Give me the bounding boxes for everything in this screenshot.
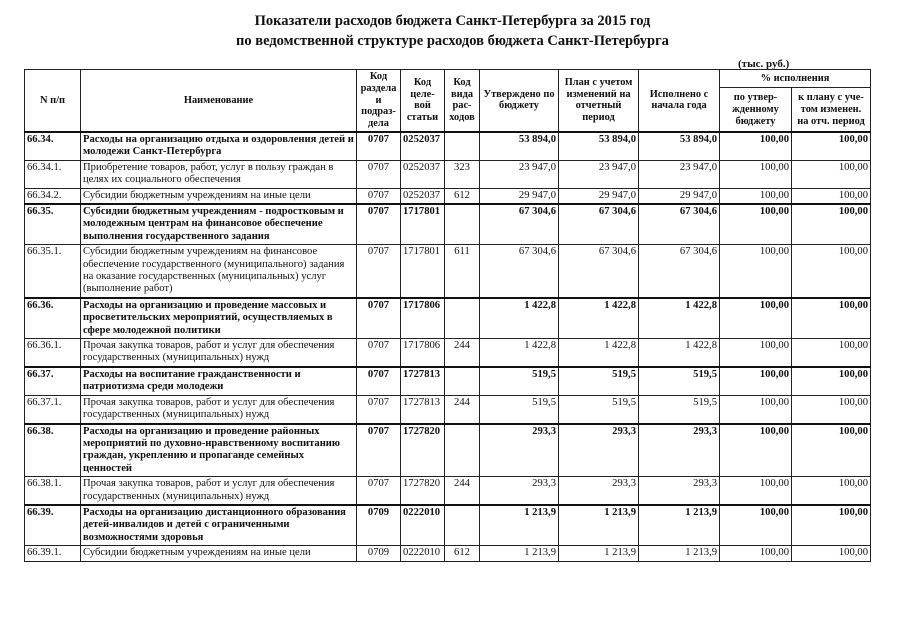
row-executed: 67 304,6	[639, 245, 720, 298]
table-row	[25, 546, 871, 561]
expenditure-table	[24, 69, 871, 562]
table-row	[25, 298, 871, 339]
row-vid	[445, 298, 480, 339]
row-name: Приобретение товаров, работ, услуг в пользу граждан в целях их социального обеспечения	[81, 160, 357, 188]
row-name: Прочая закупка товаров, работ и услуг для обеспечения государственных (муниципальных) нужд	[81, 477, 357, 505]
row-executed: 519,5	[639, 395, 720, 423]
row-pct-budget: 100,00	[720, 505, 792, 546]
row-approved: 67 304,6	[480, 204, 559, 245]
row-approved: 1 213,9	[480, 546, 559, 561]
header-pct-plan: к плану с уче-том изменен. на отч. период	[792, 88, 871, 132]
row-statya: 0222010	[401, 505, 445, 546]
row-pct-budget: 100,00	[720, 245, 792, 298]
row-approved: 67 304,6	[480, 245, 559, 298]
header-pct-group: % исполнения	[720, 70, 871, 88]
table-row	[25, 188, 871, 204]
row-razdel: 0707	[357, 367, 401, 395]
header-pct-budget: по утвер-жденному бюджету	[720, 88, 792, 132]
table-row	[25, 204, 871, 245]
row-vid	[445, 204, 480, 245]
row-executed: 53 894,0	[639, 132, 720, 160]
table-row	[25, 245, 871, 298]
row-name: Расходы на организацию и проведение массовых и просветительских мероприятий, осуществляемых в сфере молодежной политики	[81, 298, 357, 339]
row-num: 66.38.	[25, 424, 81, 477]
row-statya: 1717801	[401, 245, 445, 298]
row-vid: 612	[445, 188, 480, 204]
table-row	[25, 339, 871, 367]
row-plan: 53 894,0	[559, 132, 639, 160]
row-vid: 612	[445, 546, 480, 561]
row-statya: 1717801	[401, 204, 445, 245]
row-executed: 293,3	[639, 424, 720, 477]
row-vid	[445, 505, 480, 546]
row-plan: 29 947,0	[559, 188, 639, 204]
row-vid: 244	[445, 395, 480, 423]
row-pct-plan: 100,00	[792, 477, 871, 505]
row-name: Субсидии бюджетным учреждениям на финансовое обеспечение государственного (муниципального) задания на оказание государственных (муниципальных) услуг (выполнение работ)	[81, 245, 357, 298]
row-name: Субсидии бюджетным учреждениям на иные цели	[81, 188, 357, 204]
row-pct-budget: 100,00	[720, 204, 792, 245]
row-executed: 23 947,0	[639, 160, 720, 188]
row-plan: 23 947,0	[559, 160, 639, 188]
row-razdel: 0707	[357, 298, 401, 339]
header-executed: Исполнено с начала года	[639, 70, 720, 132]
row-vid	[445, 424, 480, 477]
row-pct-budget: 100,00	[720, 298, 792, 339]
row-plan: 67 304,6	[559, 245, 639, 298]
row-pct-plan: 100,00	[792, 298, 871, 339]
row-num: 66.34.2.	[25, 188, 81, 204]
row-plan: 1 422,8	[559, 339, 639, 367]
row-pct-budget: 100,00	[720, 367, 792, 395]
row-razdel: 0707	[357, 160, 401, 188]
row-name: Прочая закупка товаров, работ и услуг для обеспечения государственных (муниципальных) нужд	[81, 395, 357, 423]
row-pct-plan: 100,00	[792, 188, 871, 204]
row-pct-plan: 100,00	[792, 395, 871, 423]
row-vid: 244	[445, 339, 480, 367]
row-approved: 23 947,0	[480, 160, 559, 188]
row-statya: 1717806	[401, 298, 445, 339]
row-pct-budget: 100,00	[720, 132, 792, 160]
row-num: 66.37.1.	[25, 395, 81, 423]
row-num: 66.37.	[25, 367, 81, 395]
row-approved: 293,3	[480, 424, 559, 477]
row-executed: 1 213,9	[639, 546, 720, 561]
row-approved: 519,5	[480, 395, 559, 423]
table-row	[25, 367, 871, 395]
row-razdel: 0709	[357, 505, 401, 546]
row-pct-budget: 100,00	[720, 546, 792, 561]
row-plan: 519,5	[559, 367, 639, 395]
row-executed: 1 213,9	[639, 505, 720, 546]
row-pct-budget: 100,00	[720, 160, 792, 188]
row-razdel: 0707	[357, 477, 401, 505]
header-plan: План с учетом изменений на отчетный период	[559, 70, 639, 132]
table-row	[25, 395, 871, 423]
row-statya: 0222010	[401, 546, 445, 561]
row-num: 66.35.	[25, 204, 81, 245]
row-razdel: 0707	[357, 339, 401, 367]
row-vid: 244	[445, 477, 480, 505]
table-row	[25, 160, 871, 188]
row-executed: 29 947,0	[639, 188, 720, 204]
row-approved: 519,5	[480, 367, 559, 395]
row-pct-plan: 100,00	[792, 424, 871, 477]
row-razdel: 0707	[357, 204, 401, 245]
row-razdel: 0707	[357, 424, 401, 477]
row-plan: 1 213,9	[559, 546, 639, 561]
row-pct-plan: 100,00	[792, 367, 871, 395]
document-title-line1: Показатели расходов бюджета Санкт-Петербурга за 2015 год	[254, 13, 651, 29]
row-approved: 1 213,9	[480, 505, 559, 546]
row-num: 66.36.1.	[25, 339, 81, 367]
row-pct-plan: 100,00	[792, 245, 871, 298]
row-razdel: 0707	[357, 188, 401, 204]
header-name: Наименование	[81, 70, 357, 132]
table-row	[25, 424, 871, 477]
row-pct-budget: 100,00	[720, 339, 792, 367]
row-approved: 53 894,0	[480, 132, 559, 160]
row-name: Субсидии бюджетным учреждениям - подростковым и молодежным центрам на финансовое обеспечение выполнения государственного задания	[81, 204, 357, 245]
row-vid: 611	[445, 245, 480, 298]
header-vid: Код вида рас-ходов	[445, 70, 480, 132]
row-plan: 519,5	[559, 395, 639, 423]
row-approved: 29 947,0	[480, 188, 559, 204]
row-statya: 1727820	[401, 424, 445, 477]
row-pct-plan: 100,00	[792, 160, 871, 188]
row-pct-budget: 100,00	[720, 424, 792, 477]
row-statya: 0252037	[401, 160, 445, 188]
row-num: 66.34.1.	[25, 160, 81, 188]
row-plan: 293,3	[559, 424, 639, 477]
row-num: 66.38.1.	[25, 477, 81, 505]
row-statya: 1717806	[401, 339, 445, 367]
row-statya: 1727813	[401, 367, 445, 395]
row-name: Расходы на организацию отдыха и оздоровления детей и молодежи Санкт-Петербурга	[81, 132, 357, 160]
row-statya: 0252037	[401, 188, 445, 204]
row-statya: 0252037	[401, 132, 445, 160]
header-num: N п/п	[25, 70, 81, 132]
row-pct-budget: 100,00	[720, 477, 792, 505]
row-pct-budget: 100,00	[720, 188, 792, 204]
row-pct-plan: 100,00	[792, 339, 871, 367]
row-num: 66.35.1.	[25, 245, 81, 298]
row-num: 66.39.	[25, 505, 81, 546]
row-plan: 293,3	[559, 477, 639, 505]
row-pct-plan: 100,00	[792, 132, 871, 160]
row-name: Прочая закупка товаров, работ и услуг для обеспечения государственных (муниципальных) нужд	[81, 339, 357, 367]
row-pct-plan: 100,00	[792, 505, 871, 546]
row-plan: 1 213,9	[559, 505, 639, 546]
row-vid	[445, 132, 480, 160]
row-plan: 1 422,8	[559, 298, 639, 339]
table-row	[25, 505, 871, 546]
table-row	[25, 477, 871, 505]
row-pct-budget: 100,00	[720, 395, 792, 423]
row-executed: 293,3	[639, 477, 720, 505]
row-executed: 1 422,8	[639, 339, 720, 367]
row-executed: 519,5	[639, 367, 720, 395]
row-vid	[445, 367, 480, 395]
header-razdel: Код раздела и подраз-дела	[357, 70, 401, 132]
header-approved: Утверждено по бюджету	[480, 70, 559, 132]
row-approved: 1 422,8	[480, 298, 559, 339]
row-razdel: 0709	[357, 546, 401, 561]
row-executed: 1 422,8	[639, 298, 720, 339]
row-num: 66.39.1.	[25, 546, 81, 561]
row-pct-plan: 100,00	[792, 546, 871, 561]
row-razdel: 0707	[357, 395, 401, 423]
table-row	[25, 132, 871, 160]
document-title-line2: по ведомственной структуре расходов бюджета Санкт-Петербурга	[236, 33, 669, 49]
units-label: (тыс. руб.)	[738, 58, 790, 70]
row-razdel: 0707	[357, 132, 401, 160]
row-statya: 1727813	[401, 395, 445, 423]
row-name: Расходы на воспитание гражданственности и патриотизма среди молодежи	[81, 367, 357, 395]
row-pct-plan: 100,00	[792, 204, 871, 245]
row-approved: 1 422,8	[480, 339, 559, 367]
row-num: 66.36.	[25, 298, 81, 339]
row-statya: 1727820	[401, 477, 445, 505]
row-name: Расходы на организацию и проведение районных мероприятий по духовно-нравственному воспитанию граждан, укреплению и пропаганде семейных ценностей	[81, 424, 357, 477]
row-executed: 67 304,6	[639, 204, 720, 245]
row-plan: 67 304,6	[559, 204, 639, 245]
row-num: 66.34.	[25, 132, 81, 160]
row-name: Расходы на организацию дистанционного образования детей-инвалидов и детей с ограниченными возможностями здоровья	[81, 505, 357, 546]
row-name: Субсидии бюджетным учреждениям на иные цели	[81, 546, 357, 561]
row-vid: 323	[445, 160, 480, 188]
header-statya: Код целе-вой статьи	[401, 70, 445, 132]
row-approved: 293,3	[480, 477, 559, 505]
row-razdel: 0707	[357, 245, 401, 298]
